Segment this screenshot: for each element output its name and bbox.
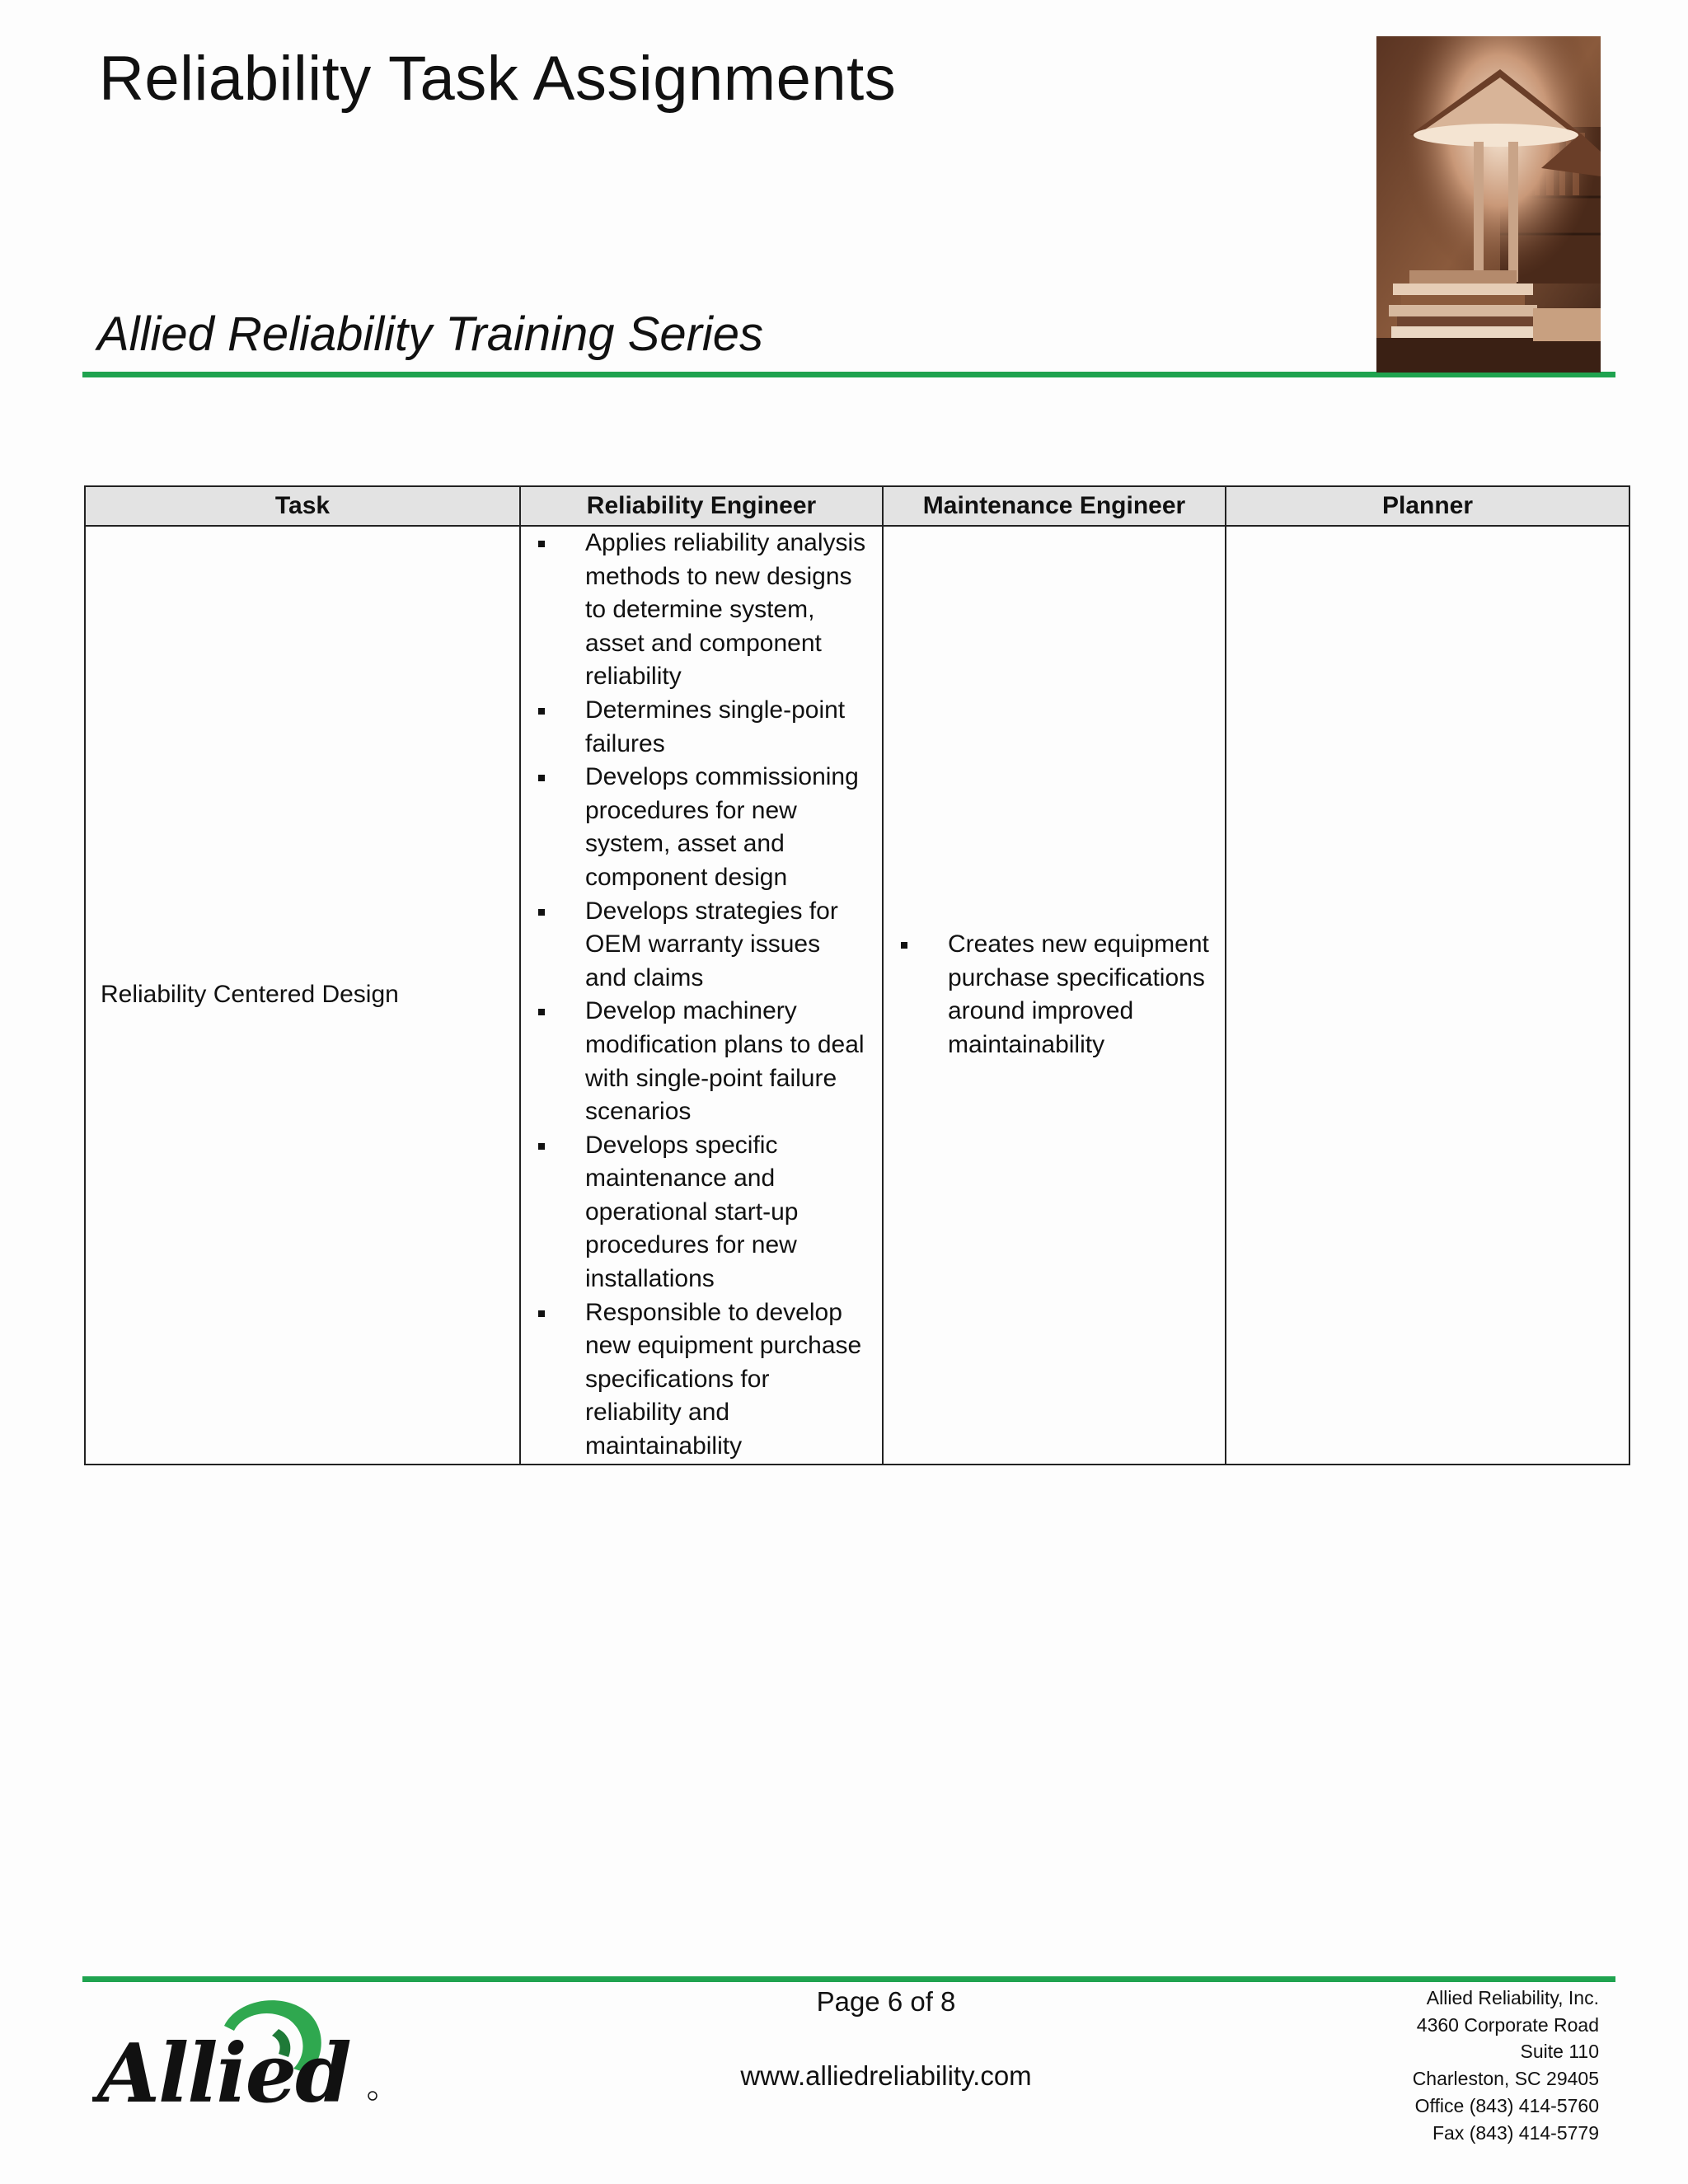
page-number: Page 6 of 8: [816, 1986, 956, 2017]
list-item: Determines single-point failures: [521, 694, 867, 761]
table-header-row: [85, 486, 1629, 526]
footer-divider: [82, 1976, 1615, 1982]
library-lamp-photo: [1376, 36, 1601, 373]
reliability-engineer-duties: [521, 527, 882, 1464]
company-office-phone: Office (843) 414-5760: [1414, 2094, 1599, 2116]
list-item: Develop machinery modification plans to deal with single-point failure scenarios: [521, 995, 867, 1128]
header-divider: [82, 372, 1615, 377]
task-assignment-table: [84, 485, 1630, 1465]
maintenance-engineer-cell: [883, 526, 1226, 1465]
table-row: [85, 526, 1629, 1465]
list-item: Responsible to develop new equipment purchase specifications for reliability and maintainability: [521, 1296, 867, 1464]
task-cell: Reliability Centered Design: [85, 526, 520, 1465]
company-city: Charleston, SC 29405: [1412, 2068, 1599, 2090]
list-item: Develops specific maintenance and operational start-up procedures for new installations: [521, 1129, 867, 1296]
list-item: Creates new equipment purchase specifications around improved maintainability: [884, 928, 1210, 1062]
company-address: [1413, 1985, 1599, 2146]
website-link[interactable]: www.alliedreliability.com: [740, 2060, 1032, 2091]
column-header-reliability-engineer: Reliability Engineer: [520, 486, 883, 526]
column-header-maintenance-engineer: Maintenance Engineer: [883, 486, 1226, 526]
list-item: Develops commissioning procedures for new system, asset and component design: [521, 761, 867, 894]
reliability-engineer-cell: [520, 526, 883, 1465]
series-title: Allied Reliability Training Series: [97, 307, 764, 361]
svg-text:Allied: Allied: [97, 2027, 350, 2107]
company-fax: Fax (843) 414-5779: [1432, 2121, 1599, 2144]
company-name: Allied Reliability, Inc.: [1426, 1987, 1599, 2008]
column-header-planner: Planner: [1226, 486, 1629, 526]
list-item: Applies reliability analysis methods to new designs to determine system, asset and component reliability: [521, 527, 867, 694]
planner-cell: [1226, 526, 1629, 1465]
list-item: Develops strategies for OEM warranty issues and claims: [521, 895, 867, 996]
maintenance-engineer-duties: [884, 928, 1225, 1062]
company-street: 4360 Corporate Road: [1416, 2013, 1599, 2036]
column-header-task: Task: [85, 486, 520, 526]
company-suite: Suite 110: [1520, 2041, 1599, 2063]
page-title: Reliability Task Assignments: [99, 44, 897, 114]
